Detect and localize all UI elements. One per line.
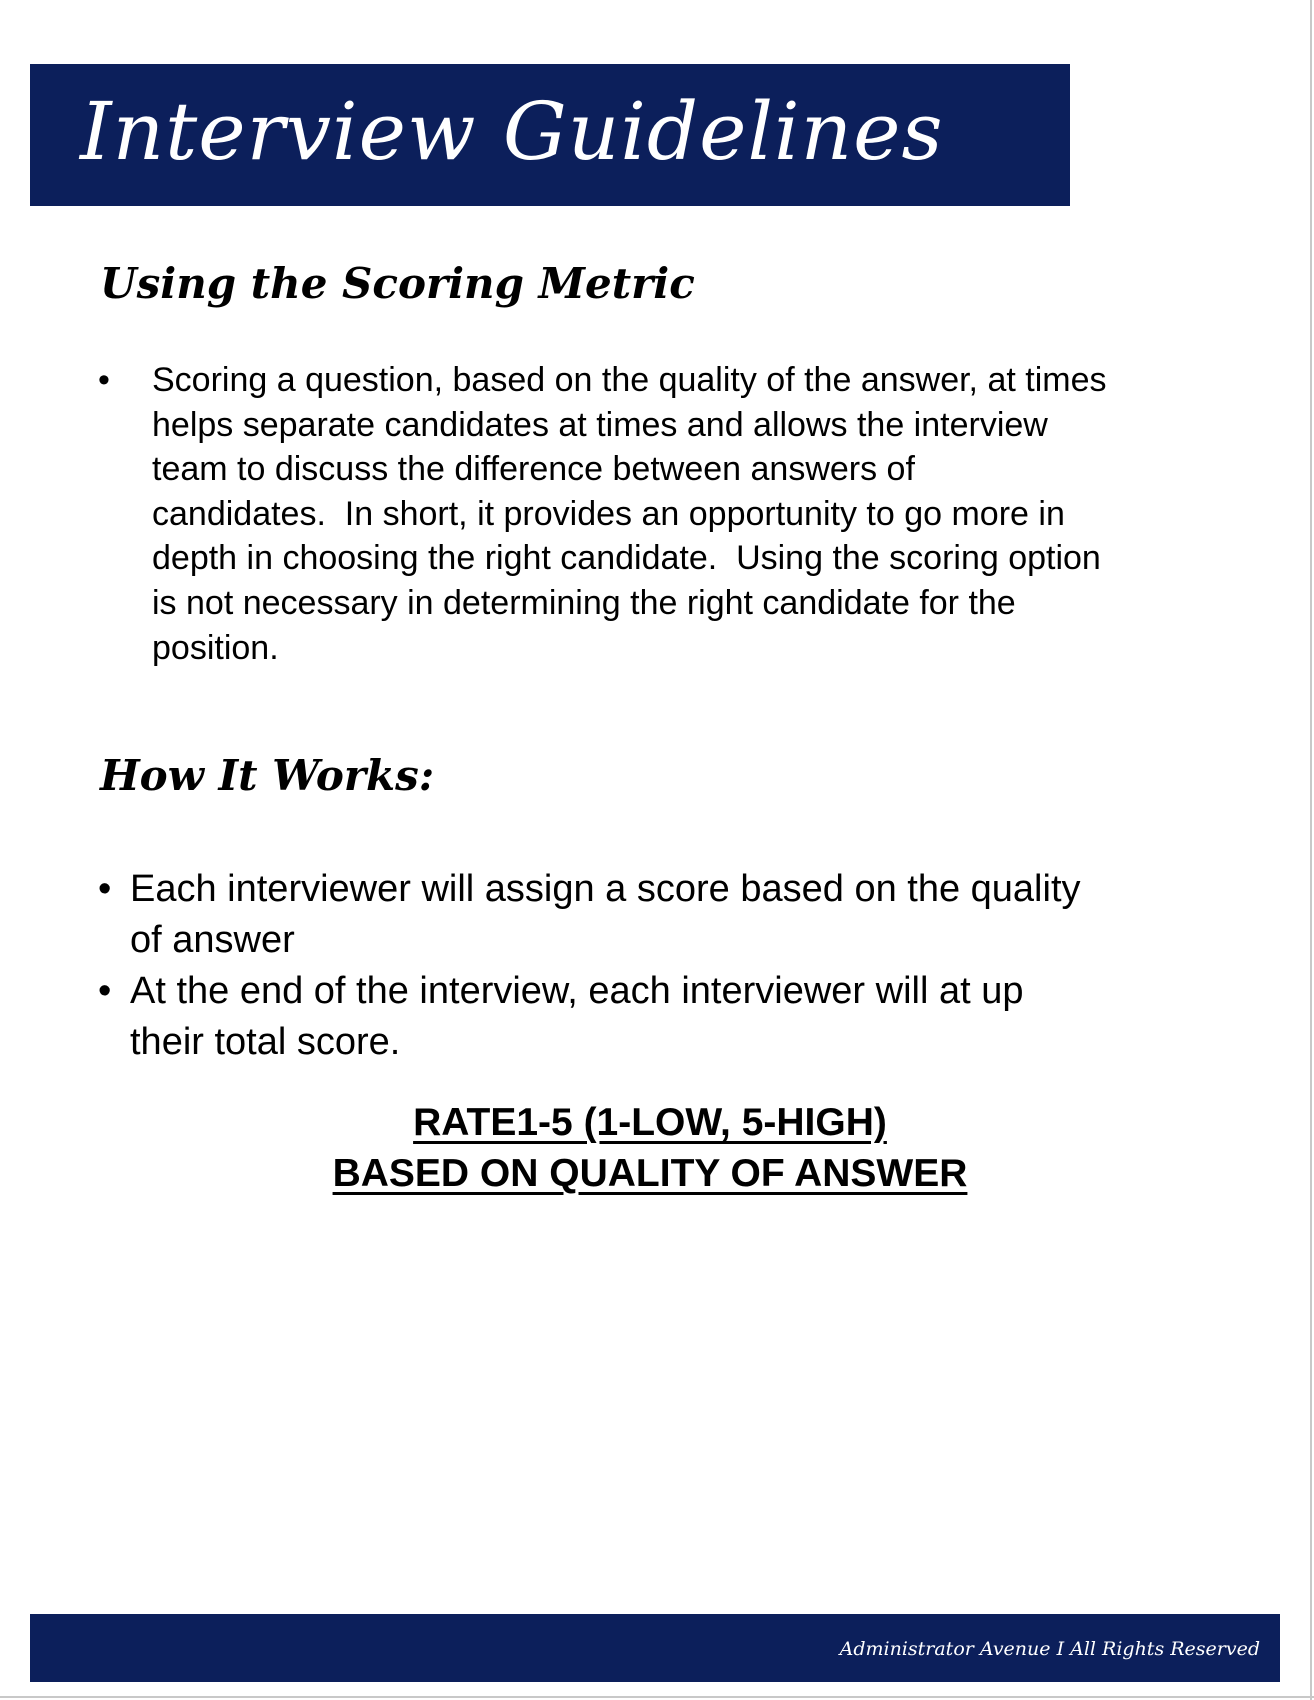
bullet-icon: • xyxy=(98,361,110,399)
footer-copyright: Administrator Avenue I All Rights Reserved xyxy=(839,1638,1260,1660)
title-banner xyxy=(30,64,1070,206)
list-item xyxy=(98,864,1228,966)
paragraph-line: position. xyxy=(152,628,279,667)
scoring-metric-heading: Using the Scoring Metric xyxy=(100,259,695,308)
how-it-works-heading: How It Works: xyxy=(100,751,435,800)
page-edge-bottom xyxy=(0,1696,1314,1698)
paragraph-line: helps separate candidates at times and allows the interview xyxy=(152,405,1048,444)
bullet-icon: • xyxy=(98,868,112,910)
paragraph-line: team to discuss the difference between answers of xyxy=(152,450,915,489)
paragraph-line: is not necessary in determining the right candidate for the xyxy=(152,583,1016,622)
rating-basis-line: BASED ON QUALITY OF ANSWER xyxy=(332,1152,968,1195)
list-item-line: their total score. xyxy=(130,1021,401,1063)
how-it-works-list xyxy=(98,864,1228,1068)
paragraph-line: depth in choosing the right candidate. Using the scoring option xyxy=(152,539,1101,578)
footer-bar xyxy=(30,1614,1280,1682)
list-item-line: At the end of the interview, each interviewer will at up xyxy=(130,970,1024,1012)
list-item-line: of answer xyxy=(130,919,295,961)
list-item xyxy=(98,358,1228,670)
page-title: Interview Guidelines xyxy=(80,85,944,178)
page-edge-right xyxy=(1310,0,1312,1700)
rating-scale xyxy=(0,1097,1300,1199)
list-item-line: Each interviewer will assign a score based on the quality xyxy=(130,868,1081,910)
paragraph-line: candidates. In short, it provides an opportunity to go more in xyxy=(152,494,1065,533)
scoring-metric-list xyxy=(98,358,1228,670)
rating-scale-line: RATE1-5 (1-LOW, 5-HIGH) xyxy=(413,1101,887,1144)
paragraph-line: Scoring a question, based on the quality of the answer, at times xyxy=(152,361,1107,399)
bullet-icon: • xyxy=(98,970,112,1012)
list-item xyxy=(98,966,1228,1068)
